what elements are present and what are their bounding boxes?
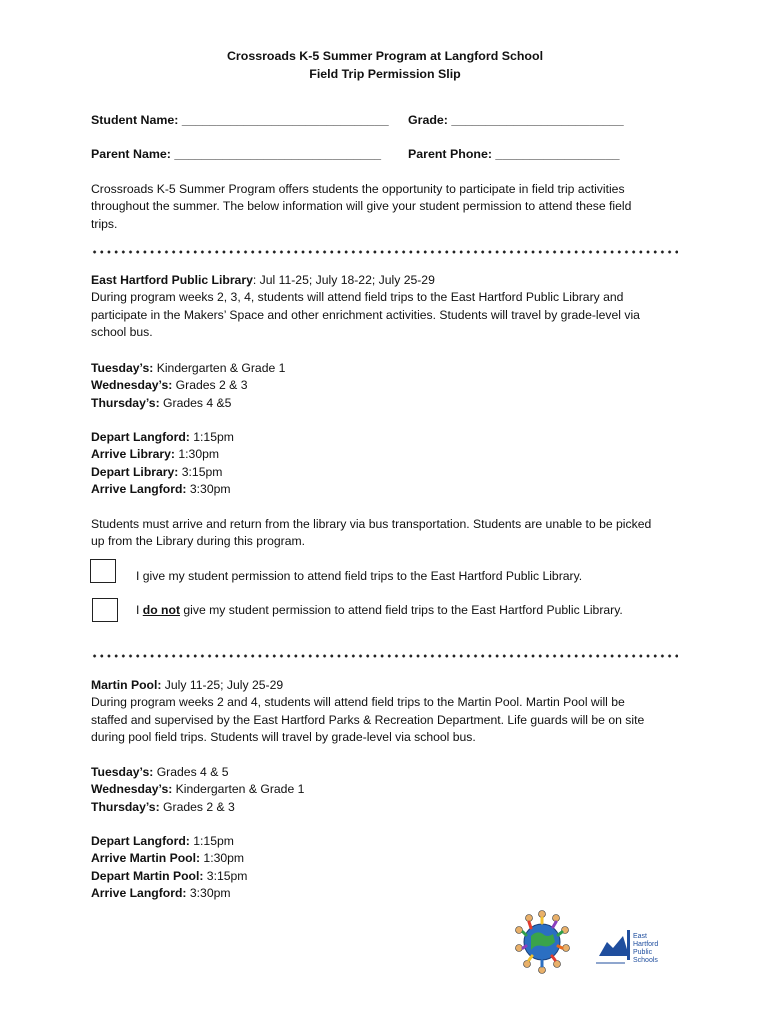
time-row	[91, 481, 681, 498]
schedule-grades: Grades 2 & 3	[172, 378, 248, 393]
schedule-row	[91, 377, 681, 394]
consent-no-prefix: I	[136, 603, 143, 617]
time-value: 1:15pm	[189, 430, 234, 444]
library-consent-no-label	[136, 603, 623, 617]
consent-no-emphasis: do not	[142, 603, 181, 617]
time-value: 3:30pm	[186, 482, 231, 497]
time-label: Arrive Library:	[91, 447, 175, 462]
time-value: 1:15pm	[189, 834, 234, 848]
pool-description: During program weeks 2 and 4, students will attend field trips to the Martin Pool. Martin Pool will be	[91, 695, 625, 710]
parent-name-field[interactable]: Parent Name: ______________________________	[91, 147, 382, 161]
dotted-divider	[91, 250, 678, 254]
time-label: Arrive Langford:	[91, 886, 187, 901]
schedule-grades: Kindergarten & Grade 1	[172, 782, 305, 797]
library-heading: East Hartford Public Library	[91, 273, 253, 287]
time-value: 1:30pm	[175, 447, 220, 462]
schedule-row	[91, 360, 681, 377]
time-row	[91, 429, 681, 446]
library-times	[91, 429, 681, 499]
schedule-row	[91, 395, 681, 412]
pool-times	[91, 833, 681, 903]
library-schedule	[91, 360, 681, 412]
library-consent-no-checkbox[interactable]	[92, 598, 118, 622]
note-line: Students must arrive and return from the library via bus transportation. Students are unable to be picked	[91, 517, 652, 531]
ehps-logo-line: East	[633, 933, 648, 940]
schedule-day: Tuesday’s:	[91, 765, 154, 779]
east-hartford-public-schools-logo	[596, 930, 658, 964]
schedule-day: Wednesday’s:	[91, 782, 173, 797]
note-line: up from the Library during this program.	[91, 534, 306, 549]
time-row	[91, 868, 681, 885]
schedule-day: Wednesday’s:	[91, 378, 173, 393]
time-label: Arrive Langford:	[91, 482, 187, 497]
library-consent-yes-checkbox[interactable]	[90, 559, 116, 583]
time-label: Depart Langford:	[91, 430, 190, 444]
time-label: Arrive Martin Pool:	[91, 851, 201, 866]
student-name-field[interactable]: Student Name: ______________________________	[91, 113, 389, 127]
pool-description: staffed and supervised by the East Hartford Parks & Recreation Department. Life guards will be on site	[91, 712, 645, 727]
pool-schedule	[91, 764, 681, 816]
schedule-day: Thursday’s:	[91, 395, 160, 410]
document-title: Crossroads K-5 Summer Program at Langford School	[226, 49, 544, 63]
pool-section	[91, 677, 681, 747]
schedule-row	[91, 764, 681, 781]
time-value: 1:30pm	[200, 851, 245, 866]
library-description: participate in the Makers’ Space and other enrichment activities. Students will travel by grade-level via	[91, 307, 640, 322]
parent-phone-field[interactable]: Parent Phone: __________________	[408, 147, 620, 161]
schedule-grades: Grades 4 &5	[159, 395, 232, 410]
intro-paragraph	[91, 181, 681, 233]
library-description: During program weeks 2, 3, 4, students will attend field trips to the East Hartford Public Library and	[91, 290, 624, 305]
time-row	[91, 885, 681, 902]
time-row	[91, 464, 681, 481]
library-dates: : Jul 11-25; July 18-22; July 25-29	[252, 273, 435, 287]
pool-heading: Martin Pool:	[91, 678, 162, 692]
consent-no-suffix: give my student permission to attend field trips to the East Hartford Public Library.	[180, 603, 623, 617]
time-label: Depart Library:	[91, 464, 179, 479]
time-value: 3:30pm	[186, 886, 231, 901]
library-heading-line	[91, 272, 681, 289]
ehps-logo-line: Public	[633, 949, 653, 956]
schedule-day: Tuesday’s:	[91, 361, 154, 375]
schedule-row	[91, 781, 681, 798]
library-description: school bus.	[91, 325, 153, 340]
schedule-day: Thursday’s:	[91, 799, 160, 814]
schedule-grades: Kindergarten & Grade 1	[153, 361, 286, 375]
pool-dates: July 11-25; July 25-29	[161, 678, 284, 692]
time-label: Depart Martin Pool:	[91, 868, 204, 883]
time-value: 3:15pm	[203, 868, 248, 883]
time-row	[91, 446, 681, 463]
library-section	[91, 272, 681, 342]
time-value: 3:15pm	[178, 464, 223, 479]
intro-line: Crossroads K-5 Summer Program offers students the opportunity to participate in field trip activities	[91, 182, 625, 196]
schedule-grades: Grades 4 & 5	[153, 765, 229, 779]
intro-line: trips.	[91, 216, 118, 231]
children-around-globe-logo	[516, 911, 570, 974]
library-consent-yes-label: I give my student permission to attend field trips to the East Hartford Public Library.	[136, 569, 583, 583]
time-row	[91, 850, 681, 867]
time-row	[91, 833, 681, 850]
schedule-row	[91, 799, 681, 816]
grade-field[interactable]: Grade: _________________________	[408, 113, 624, 127]
pool-heading-line	[91, 677, 681, 694]
library-note	[91, 516, 681, 551]
time-label: Depart Langford:	[91, 834, 190, 848]
schedule-grades: Grades 2 & 3	[159, 799, 235, 814]
dotted-divider	[91, 654, 678, 658]
ehps-logo-line: Hartford	[633, 941, 659, 948]
pool-description: during pool field trips. Students will travel by grade-level via school bus.	[91, 730, 476, 745]
intro-line: throughout the summer. The below information will give your student permission to attend these field	[91, 199, 632, 214]
footer-logos	[515, 908, 675, 978]
ehps-logo-line: Schools	[633, 957, 658, 964]
document-subtitle: Field Trip Permission Slip	[309, 67, 461, 81]
